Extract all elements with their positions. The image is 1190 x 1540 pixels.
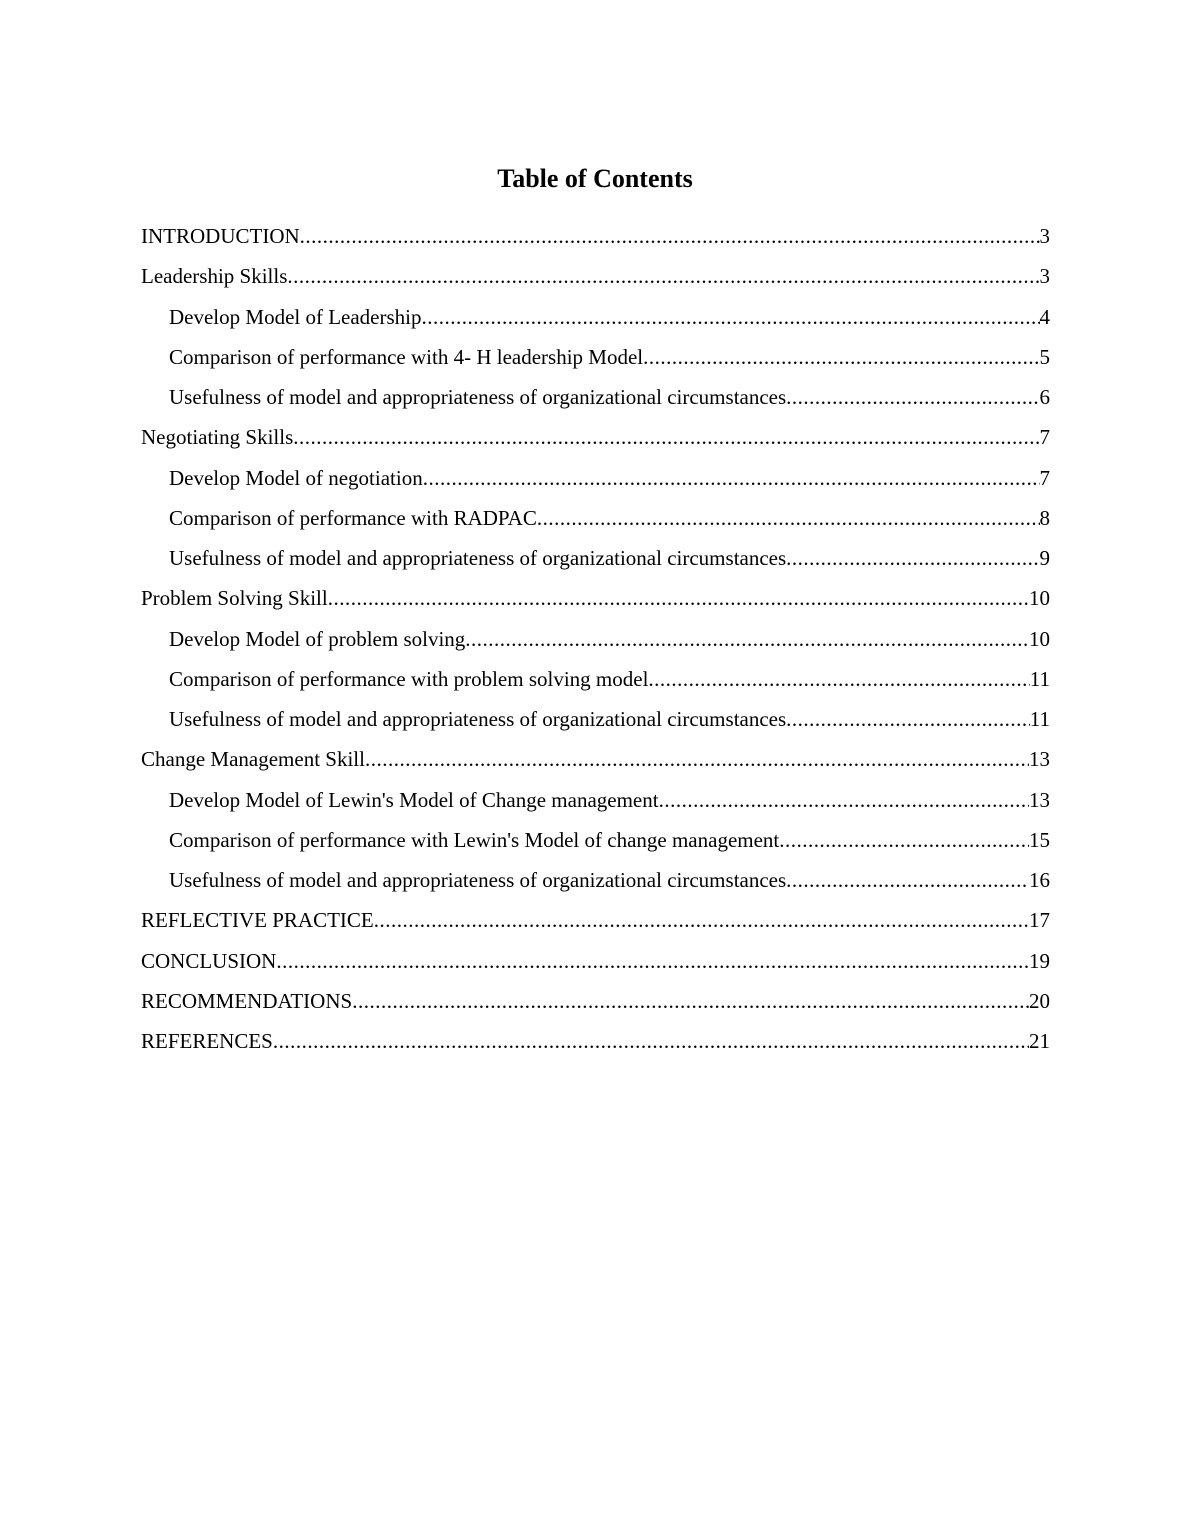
toc-page-number: 5 [1039, 344, 1050, 369]
toc-entry[interactable] [141, 462, 1050, 502]
toc-page-number: 11 [1029, 666, 1050, 691]
toc-entry[interactable] [141, 301, 1050, 341]
toc-dot-leader [786, 542, 1039, 574]
toc-dot-leader [779, 824, 1029, 856]
toc-dot-leader [276, 945, 1029, 977]
toc-dot-leader [643, 341, 1039, 373]
toc-page-number: 10 [1029, 626, 1050, 651]
toc-dot-leader [786, 864, 1029, 896]
toc-entry[interactable] [141, 381, 1050, 421]
toc-entry[interactable] [141, 341, 1050, 381]
toc-entry-title: Leadership Skills [141, 264, 288, 289]
toc-dot-leader [648, 663, 1029, 695]
toc-entry-title: REFLECTIVE PRACTICE [141, 908, 374, 933]
toc-page-number: 7 [1039, 425, 1050, 450]
toc-entry-title: Develop Model of Lewin's Model of Change management [169, 787, 659, 812]
toc-page-number: 13 [1029, 747, 1050, 772]
toc-dot-leader [423, 462, 1040, 494]
toc-page-number: 20 [1029, 988, 1050, 1013]
toc-entry-title: CONCLUSION [141, 948, 277, 973]
toc-entry[interactable] [141, 623, 1050, 663]
toc-dot-leader [786, 381, 1039, 413]
toc-dot-leader [537, 502, 1040, 534]
toc-page-number: 7 [1039, 465, 1050, 490]
toc-dot-leader [786, 703, 1030, 735]
toc-entry[interactable] [141, 864, 1050, 904]
toc-dot-leader [273, 1025, 1029, 1057]
toc-page-number: 17 [1029, 908, 1050, 933]
toc-dot-leader [300, 220, 1040, 252]
toc-dot-leader [293, 421, 1039, 453]
toc-entry-title: Comparison of performance with problem solving model [169, 666, 649, 691]
toc-entry-title: Develop Model of negotiation [169, 465, 423, 490]
toc-entry-title: Usefulness of model and appropriateness of organizational circumstances [169, 546, 787, 570]
toc-page-number: 13 [1029, 787, 1050, 812]
toc-entry-title: Comparison of performance with Lewin's Model of change management [169, 827, 780, 852]
toc-entry[interactable] [141, 703, 1050, 743]
toc-entry-title: Usefulness of model and appropriateness of organizational circumstances [169, 707, 787, 731]
toc-dot-leader [365, 743, 1029, 775]
toc-dot-leader [465, 623, 1029, 655]
toc-dot-leader [422, 301, 1040, 333]
toc-entry[interactable] [141, 784, 1050, 824]
toc-page-number: 15 [1029, 827, 1050, 852]
toc-entry[interactable] [141, 985, 1050, 1025]
toc-entry-title: Negotiating Skills [141, 425, 294, 450]
toc-page-number: 10 [1029, 586, 1050, 611]
toc-entry[interactable] [141, 1025, 1050, 1065]
toc-entry-title: Change Management Skill [141, 747, 365, 772]
toc-dot-leader [287, 260, 1039, 292]
toc-entry[interactable] [141, 582, 1050, 622]
toc-dot-leader [352, 985, 1029, 1017]
toc-page-number: 21 [1029, 1029, 1050, 1053]
toc-page-number: 4 [1039, 304, 1050, 329]
toc-dot-leader [659, 784, 1029, 816]
toc-entry-title: Comparison of performance with 4- H leadership Model [169, 344, 644, 369]
toc-entry[interactable] [141, 663, 1050, 703]
toc-page-number: 16 [1029, 868, 1050, 892]
toc-entry[interactable] [141, 904, 1050, 944]
toc-entry[interactable] [141, 502, 1050, 542]
toc-page-number: 3 [1039, 224, 1050, 248]
toc-entry[interactable] [141, 260, 1050, 300]
toc-page-number: 19 [1029, 948, 1050, 973]
toc-entry-title: Problem Solving Skill [141, 586, 328, 611]
toc-entry[interactable] [141, 421, 1050, 461]
toc-page-number: 11 [1029, 707, 1050, 731]
toc-entry[interactable] [141, 220, 1050, 260]
toc-page-number: 9 [1039, 546, 1050, 570]
toc-entry-title: Comparison of performance with RADPAC [169, 505, 537, 530]
toc-page-number: 3 [1039, 264, 1050, 289]
toc-dot-leader [328, 582, 1029, 614]
toc-entry[interactable] [141, 743, 1050, 783]
toc-entry-title: REFERENCES [141, 1029, 273, 1053]
page-title: Table of Contents [497, 164, 693, 193]
toc-entry-title: Develop Model of problem solving [169, 626, 466, 651]
toc-entry-title: INTRODUCTION [141, 224, 300, 248]
toc-entry[interactable] [141, 945, 1050, 985]
toc-entry-title: Develop Model of Leadership [169, 304, 422, 329]
toc-entry-title: RECOMMENDATIONS [141, 988, 353, 1013]
toc-entry-title: Usefulness of model and appropriateness of organizational circumstances [169, 868, 787, 892]
toc-entry-title: Usefulness of model and appropriateness of organizational circumstances [169, 385, 787, 409]
table-of-contents [141, 220, 1050, 1065]
toc-dot-leader [374, 904, 1029, 936]
toc-page-number: 6 [1039, 385, 1050, 409]
toc-entry[interactable] [141, 824, 1050, 864]
toc-entry[interactable] [141, 542, 1050, 582]
toc-page-number: 8 [1039, 505, 1050, 530]
